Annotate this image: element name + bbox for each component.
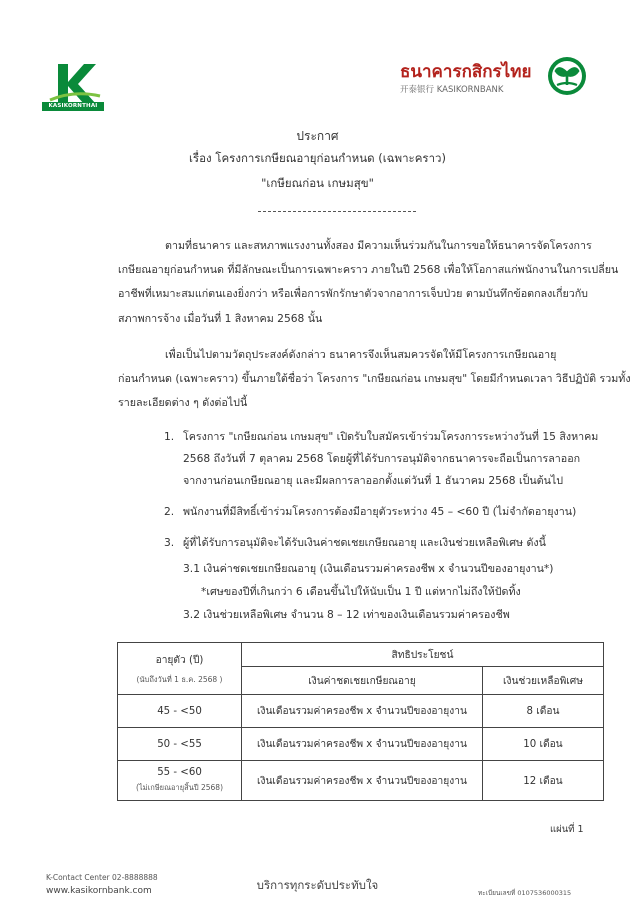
footer-slogan: บริการทุกระดับประทับใจ	[256, 878, 379, 892]
kasikornbank-emblem-icon	[546, 55, 588, 97]
row-comp: เงินเดือนรวมค่าครองชีพ x จำนวนปีของอายุงาน	[242, 728, 483, 761]
sub-item-3-1-note: *เศษของปีที่เกินกว่า 6 เดือนขึ้นไปให้นับเป็น 1 ปี แต่หากไม่ถึงให้ปัดทิ้ง	[201, 585, 521, 598]
paragraph-1-line-2: เกษียณอายุก่อนกำหนด ที่มีลักษณะเป็นการเฉพาะคราว ภายในปี 2568 เพื่อให้โอกาสแก่พนักงานในการเปลี่ยน	[118, 263, 619, 276]
item-3-number: 3.	[164, 536, 175, 549]
sub-item-3-1: 3.1 เงินค่าชดเชยเกษียณอายุ (เงินเดือนรวมค่าครองชีพ x จำนวนปีของอายุงาน*)	[183, 562, 554, 575]
row-extra: 12 เดือน	[482, 761, 603, 801]
row-age: 50 - <55	[118, 728, 242, 761]
item-2-line-1: พนักงานที่มีสิทธิ์เข้าร่วมโครงการต้องมีอายุตัวระหว่าง 45 – <60 ปี (ไม่จำกัดอายุงาน)	[183, 505, 577, 518]
row-comp: เงินเดือนรวมค่าครองชีพ x จำนวนปีของอายุงาน	[242, 695, 483, 728]
row-extra: 10 เดือน	[482, 728, 603, 761]
row-age-note: (ไม่เกษียณอายุสิ้นปี 2568)	[135, 783, 223, 792]
row-comp: เงินเดือนรวมค่าครองชีพ x จำนวนปีของอายุงาน	[242, 761, 483, 801]
paragraph-2-line-2: ก่อนกำหนด (เฉพาะคราว) ขึ้นภายใต้ชื่อว่า โครงการ "เกษียณก่อน เกษมสุข" โดยมีกำหนดเวลา วิธีปฏิบัติ รวมทั้ง	[118, 372, 631, 385]
row-age: 55 - <60	[157, 767, 202, 778]
footer-contact: K-Contact Center 02-8888888	[46, 873, 158, 882]
bank-name-en: 开泰银行 KASIKORNBANK	[400, 85, 504, 95]
paragraph-2-line-3: รายละเอียดต่าง ๆ ดังต่อไปนี้	[118, 396, 248, 409]
heading-divider	[258, 211, 416, 212]
announcement-subject: เรื่อง โครงการเกษียณอายุก่อนกำหนด (เฉพาะคราว)	[189, 151, 446, 165]
paragraph-1-line-3: อาชีพที่เหมาะสมแก่ตนเองยิ่งกว่า หรือเพื่อการพักรักษาตัวจากอาการเจ็บป่วย ตามบันทึกข้อตกลงเกี่ยวกับ	[118, 287, 588, 300]
paragraph-1-line-4: สภาพการจ้าง เมื่อวันที่ 1 สิงหาคม 2568 นั้น	[118, 312, 323, 325]
item-2-number: 2.	[164, 505, 175, 518]
bank-name-th: ธนาคารกสิกรไทย	[400, 62, 532, 82]
extra-header: เงินช่วยเหลือพิเศษ	[482, 667, 603, 695]
kasikornthai-logo-icon	[44, 60, 102, 108]
item-1-line-3: จากงานก่อนเกษียณอายุ และมีผลการลาออกตั้งแต่วันที่ 1 ธันวาคม 2568 เป็นต้นไป	[183, 474, 564, 487]
age-header: อายุตัว (ปี)	[155, 654, 204, 666]
paragraph-2-line-1: เพื่อเป็นไปตามวัตถุประสงค์ดังกล่าว ธนาคารจึงเห็นสมควรจัดให้มีโครงการเกษียณอายุ	[165, 348, 557, 361]
paragraph-1-line-1: ตามที่ธนาคาร และสหภาพแรงงานทั้งสอง มีความเห็นร่วมกันในการขอให้ธนาคารจัดโครงการ	[165, 239, 592, 252]
project-name: "เกษียณก่อน เกษมสุข"	[261, 176, 374, 190]
table-row	[118, 761, 604, 801]
sub-item-3-2: 3.2 เงินช่วยเหลือพิเศษ จำนวน 8 – 12 เท่าของเงินเดือนรวมค่าครองชีพ	[183, 608, 510, 621]
age-header-cell	[118, 643, 242, 695]
footer-website[interactable]: www.kasikornbank.com	[46, 886, 152, 896]
row-age-cell	[118, 761, 242, 801]
row-extra: 8 เดือน	[482, 695, 603, 728]
comp-header: เงินค่าชดเชยเกษียณอายุ	[242, 667, 483, 695]
table-row	[118, 695, 604, 728]
item-3-line-1: ผู้ที่ได้รับการอนุมัติจะได้รับเงินค่าชดเชยเกษียณอายุ และเงินช่วยเหลือพิเศษ ดังนี้	[183, 536, 546, 549]
item-1-line-2: 2568 ถึงวันที่ 7 ตุลาคม 2568 โดยผู้ที่ได้รับการอนุมัติจากธนาคารจะถือเป็นการลาออก	[183, 452, 581, 465]
age-header-note: (นับถึงวันที่ 1 ธ.ค. 2568 )	[136, 674, 223, 684]
benefit-header: สิทธิประโยชน์	[242, 643, 604, 667]
footer-registration: ทะเบียนเลขที่ 0107536000315	[478, 889, 572, 897]
page-number: แผ่นที่ 1	[550, 824, 584, 835]
announcement-title: ประกาศ	[296, 129, 339, 143]
item-1-number: 1.	[164, 430, 175, 443]
benefits-table	[117, 642, 604, 801]
item-1-line-1: โครงการ "เกษียณก่อน เกษมสุข" เปิดรับใบสมัครเข้าร่วมโครงการระหว่างวันที่ 15 สิงหาคม	[183, 430, 599, 443]
table-row	[118, 728, 604, 761]
row-age: 45 - <50	[118, 695, 242, 728]
left-logo-text: KASIKORNTHAI	[42, 102, 104, 111]
